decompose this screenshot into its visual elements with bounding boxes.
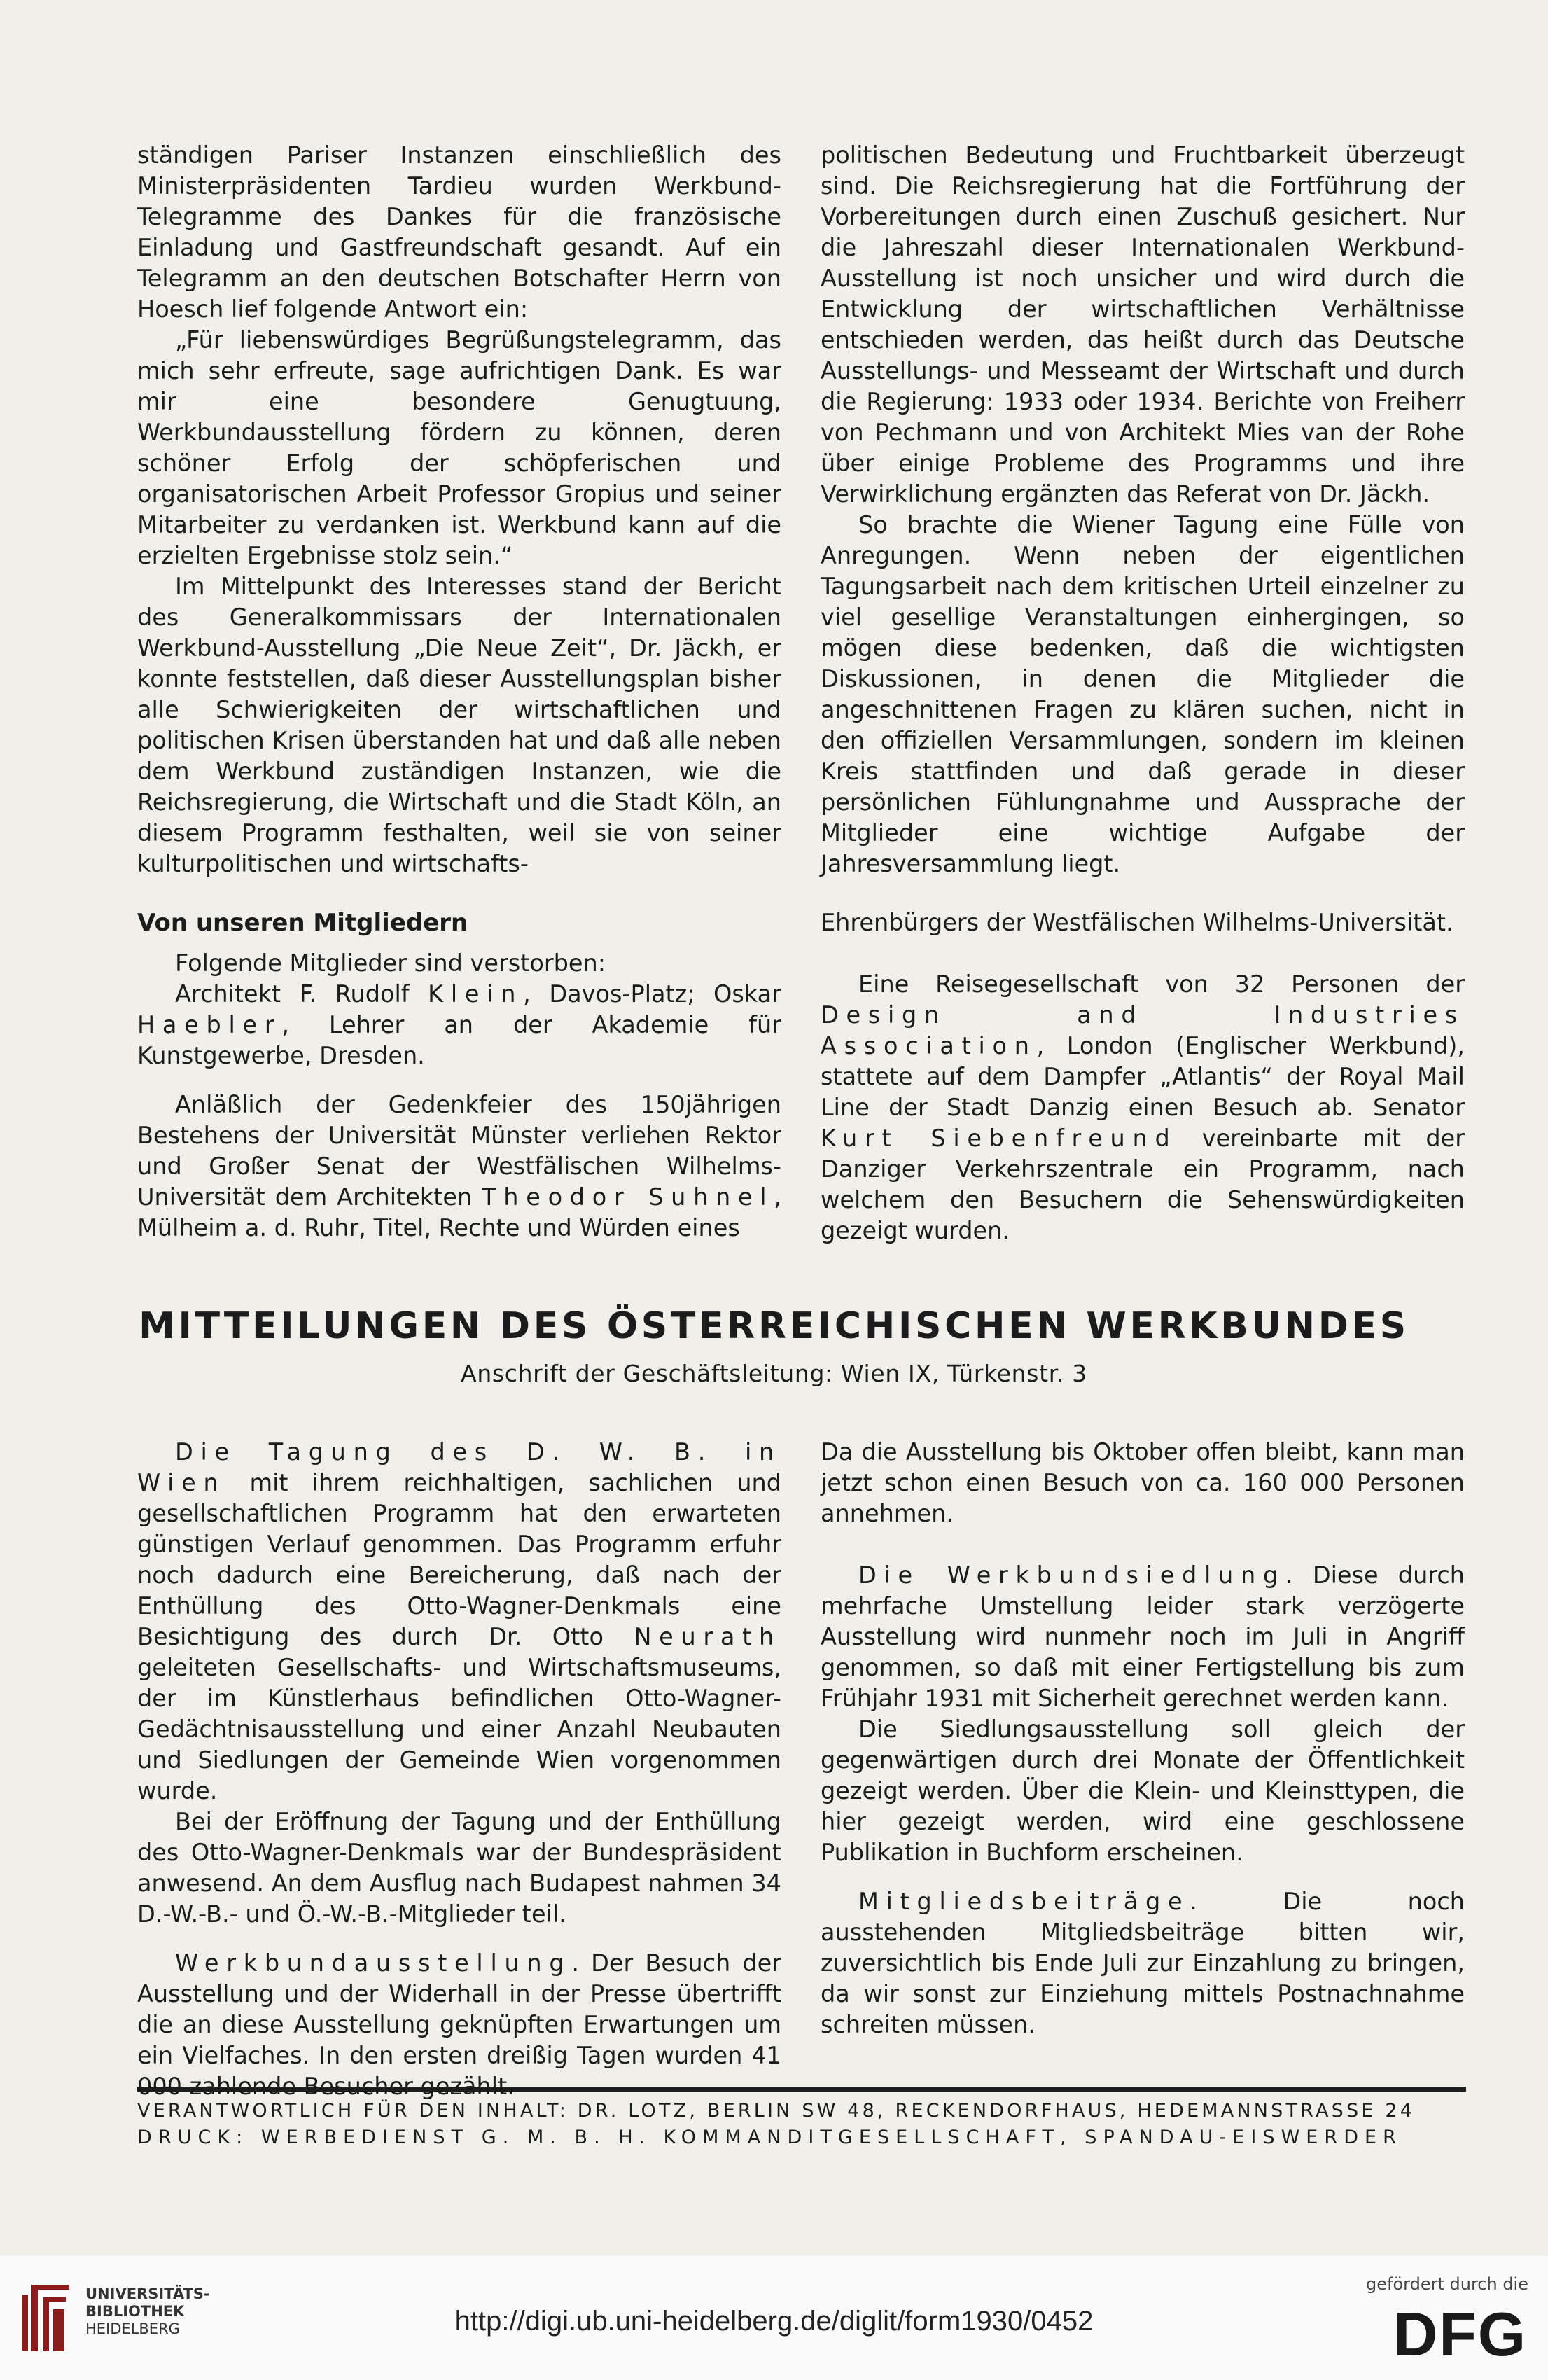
paragraph: Architekt F. Rudolf Klein, Davos-Platz; Oskar Haebler, Lehrer an der Akademie für Kunstgewerbe, Dresden. bbox=[137, 980, 781, 1069]
imprint-rule bbox=[137, 2087, 1466, 2092]
digital-copy-url[interactable]: http://digi.ub.uni-heidelberg.de/diglit/form1930/0452 bbox=[454, 2306, 1094, 2337]
library-name: UNIVERSITÄTS- BIBLIOTHEK HEIDELBERG bbox=[85, 2285, 210, 2337]
paragraph: Da die Ausstellung bis Oktober offen bleibt, kann man jetzt schon einen Besuch von ca. 160 000 Personen annehmen. bbox=[821, 1438, 1465, 1527]
section2-left-column bbox=[137, 907, 781, 1244]
section-title: MITTEILUNGEN DES ÖSTERREICHISCHEN WERKBUNDES bbox=[139, 1305, 1409, 1347]
person-name: Theodor Suhnel bbox=[482, 1183, 774, 1211]
section2-right-column bbox=[821, 907, 1465, 1246]
paragraph: ständigen Pariser Instanzen einschließlich des Ministerpräsidenten Tardieu wurden Werkbund-Telegramme des Dankes für die französische Einladung und Gastfreundschaft gesandt. Auf ein Telegramm an den deutschen Botschafter Herrn von Hoesch lief folgende Antwort ein: bbox=[137, 141, 781, 323]
paragraph: „Für liebenswürdiges Begrüßungstelegramm, das mich sehr erfreute, sage aufrichtigen Dank. Es war mir eine besondere Genugtuung, Werkbundausstellung fördern zu können, deren schöner Erfolg der schöpferischen und organisatorischen Arbeit Professor Gropius und seiner Mitarbeiter zu verdanken ist. Werkbund kann auf die erzielten Ergebnisse stolz sein.“ bbox=[137, 326, 781, 569]
lead-phrase: Werkbundausstellung bbox=[175, 1949, 572, 1977]
paragraph: Mitgliedsbeiträge. Die noch ausstehenden Mitgliedsbeiträge bitten wir, zuversichtlich bis Ende Juli zur Einzahlung zu bringen, da wir sonst zur Einziehung mittels Postnachnahme schreiten müssen. bbox=[821, 1888, 1465, 2038]
paragraph: Ehrenbürgers der Westfälischen Wilhelms-Universität. bbox=[821, 909, 1453, 936]
section3-left-column bbox=[137, 1437, 781, 2102]
person-name: Kurt Siebenfreund bbox=[821, 1125, 1178, 1152]
section-heading: Von unseren Mitgliedern bbox=[137, 909, 468, 937]
paragraph: Folgende Mitglieder sind verstorben: bbox=[175, 949, 606, 977]
funding-label: gefördert durch die bbox=[1366, 2274, 1528, 2294]
paragraph: politischen Bedeutung und Fruchtbarkeit überzeugt sind. Die Reichsregierung hat die Fortführung der Vorbereitungen durch einen Zuschuß gesichert. Nur die Jahreszahl dieser Internationalen Werkbund-Ausstellung ist noch unsicher und wird durch die Entwicklung der wirtschaftlichen Verhältnisse entschieden werden, das heißt durch das Deutsche Ausstellungs- und Messeamt der Wirtschaft und durch die Regierung: 1933 oder 1934. Berichte von Freiherr von Pechmann und von Architekt Mies van der Rohe über einige Probleme des Programms und ihre Verwirklichung ergänzten das Referat von Dr. Jäckh. bbox=[821, 141, 1465, 508]
section1-right-column bbox=[821, 140, 1465, 879]
lead-phrase: Die Werkbundsiedlung bbox=[858, 1561, 1285, 1589]
person-name: Neurath bbox=[634, 1623, 781, 1650]
section-subtitle: Anschrift der Geschäftsleitung: Wien IX, Türkenstr. 3 bbox=[461, 1360, 1087, 1387]
section3-right-column bbox=[821, 1437, 1465, 2040]
imprint-responsible: VERANTWORTLICH FÜR DEN INHALT: DR. LOTZ, BERLIN SW 48, RECKENDORFHAUS, HEDEMANNSTRASSE 24 bbox=[137, 2100, 1416, 2122]
paragraph: Die Siedlungsausstellung soll gleich der gegenwärtigen durch drei Monate der Öffentlichkeit gezeigt werden. Über die Klein- und Kleinsttypen, die hier gezeigt werden, wird eine geschlossene Publikation in Buchform erscheinen. bbox=[821, 1716, 1465, 1866]
paragraph: Eine Reisegesellschaft von 32 Personen der Design and Industries Association, London (Englischer Werkbund), stattete auf dem Dampfer „Atlantis“ der Royal Mail Line der Stadt Danzig einen Besuch ab. Senator Kurt Siebenfreund vereinbarte mit der Danziger Verkehrszentrale ein Programm, nach welchem den Besuchern die Sehenswürdigkeiten gezeigt wurden. bbox=[821, 970, 1465, 1244]
person-name: Klein bbox=[428, 980, 524, 1008]
section1-left-column bbox=[137, 140, 781, 879]
paragraph: Die Werkbundsiedlung. Diese durch mehrfache Umstellung leider stark verzögerte Ausstellung wird nunmehr noch im Juli in Angriff genommen, so daß mit einer Fertigstellung bis zum Frühjahr 1931 mit Sicherheit gerechnet werden kann. bbox=[821, 1561, 1465, 1712]
paragraph: Die Tagung des D. W. B. in Wien mit ihrem reichhaltigen, sachlichen und gesellschaftlichen Programm hat den erwarteten günstigen Verlauf genommen. Das Programm erfuhr noch dadurch eine Bereicherung, daß nach der Enthüllung des Otto-Wagner-Denkmals eine Besichtigung des durch Dr. Otto Neurath geleiteten Gesellschafts- und Wirtschaftsmuseums, der im Künstlerhaus befindlichen Otto-Wagner-Gedächtnisausstellung und einer Anzahl Neubauten und Siedlungen der Gemeinde Wien vorgenommen wurde. bbox=[137, 1438, 781, 1804]
organization-name: Design and Industries Association bbox=[821, 1001, 1465, 1059]
paragraph: Anläßlich der Gedenkfeier des 150jährigen Bestehens der Universität Münster verliehen Rektor und Großer Senat der Westfälischen Wilhelms-Universität dem Architekten Theodor Suhnel, Mülheim a. d. Ruhr, Titel, Rechte und Würden eines bbox=[137, 1091, 781, 1241]
dfg-logo: DFG bbox=[1393, 2299, 1527, 2369]
paragraph: Werkbundausstellung. Der Besuch der Ausstellung und der Widerhall in der Presse übertrifft die an diese Ausstellung geknüpften Erwartungen um ein Vielfaches. In den ersten dreißig Tagen wurden 41 bbox=[137, 1949, 781, 2069]
paragraph: So brachte die Wiener Tagung eine Fülle von Anregungen. Wenn neben der eigentlichen Tagungsarbeit nach dem kritischen Urteil einzelner zu viel gesellige Veranstaltungen einhergingen, so mögen diese bedenken, daß die wichtigsten Diskussionen, in denen die Mitglieder die angeschnittenen Fragen zu klären suchen, nicht in den offiziellen Versammlungen, sondern im kleinen Kreis stattfinden und daß gerade in dieser persönlichen Fühlungnahme und Aussprache der Mitglieder eine wichtige Aufgabe der Jahresversammlung liegt. bbox=[821, 511, 1465, 877]
lead-phrase: Die Tagung des D. W. B. in Wien bbox=[137, 1438, 781, 1496]
paragraph: Bei der Eröffnung der Tagung und der Enthüllung des Otto-Wagner-Denkmals war der Bundespräsident anwesend. An dem Ausflug nach Budapest nahmen 34 D.-W.-B.- und Ö.-W.-B.-Mitglieder teil. bbox=[137, 1808, 781, 1928]
lead-phrase: Mitgliedsbeiträge bbox=[858, 1888, 1190, 1915]
person-name: Haebler bbox=[137, 1011, 282, 1038]
paragraph: Im Mittelpunkt des Interesses stand der Bericht des Generalkommissars der Internationalen Werkbund-Ausstellung „Die Neue Zeit“, Dr. Jäckh, er konnte feststellen, daß dieser Ausstellungsplan bisher alle Schwierigkeiten der wirtschaftlichen und politischen Krisen überstanden hat und daß alle neben dem Werkbund zuständigen Instanzen, wie die Reichsregierung, die Wirtschaft und die Stadt Köln, an diesem Programm festhalten, weil sie von seiner kulturpolitischen und wirtschafts- bbox=[137, 573, 781, 877]
imprint-printer: DRUCK: WERBEDIENST G. M. B. H. KOMMANDITGESELLSCHAFT, SPANDAU-EISWERDER bbox=[137, 2127, 1402, 2148]
